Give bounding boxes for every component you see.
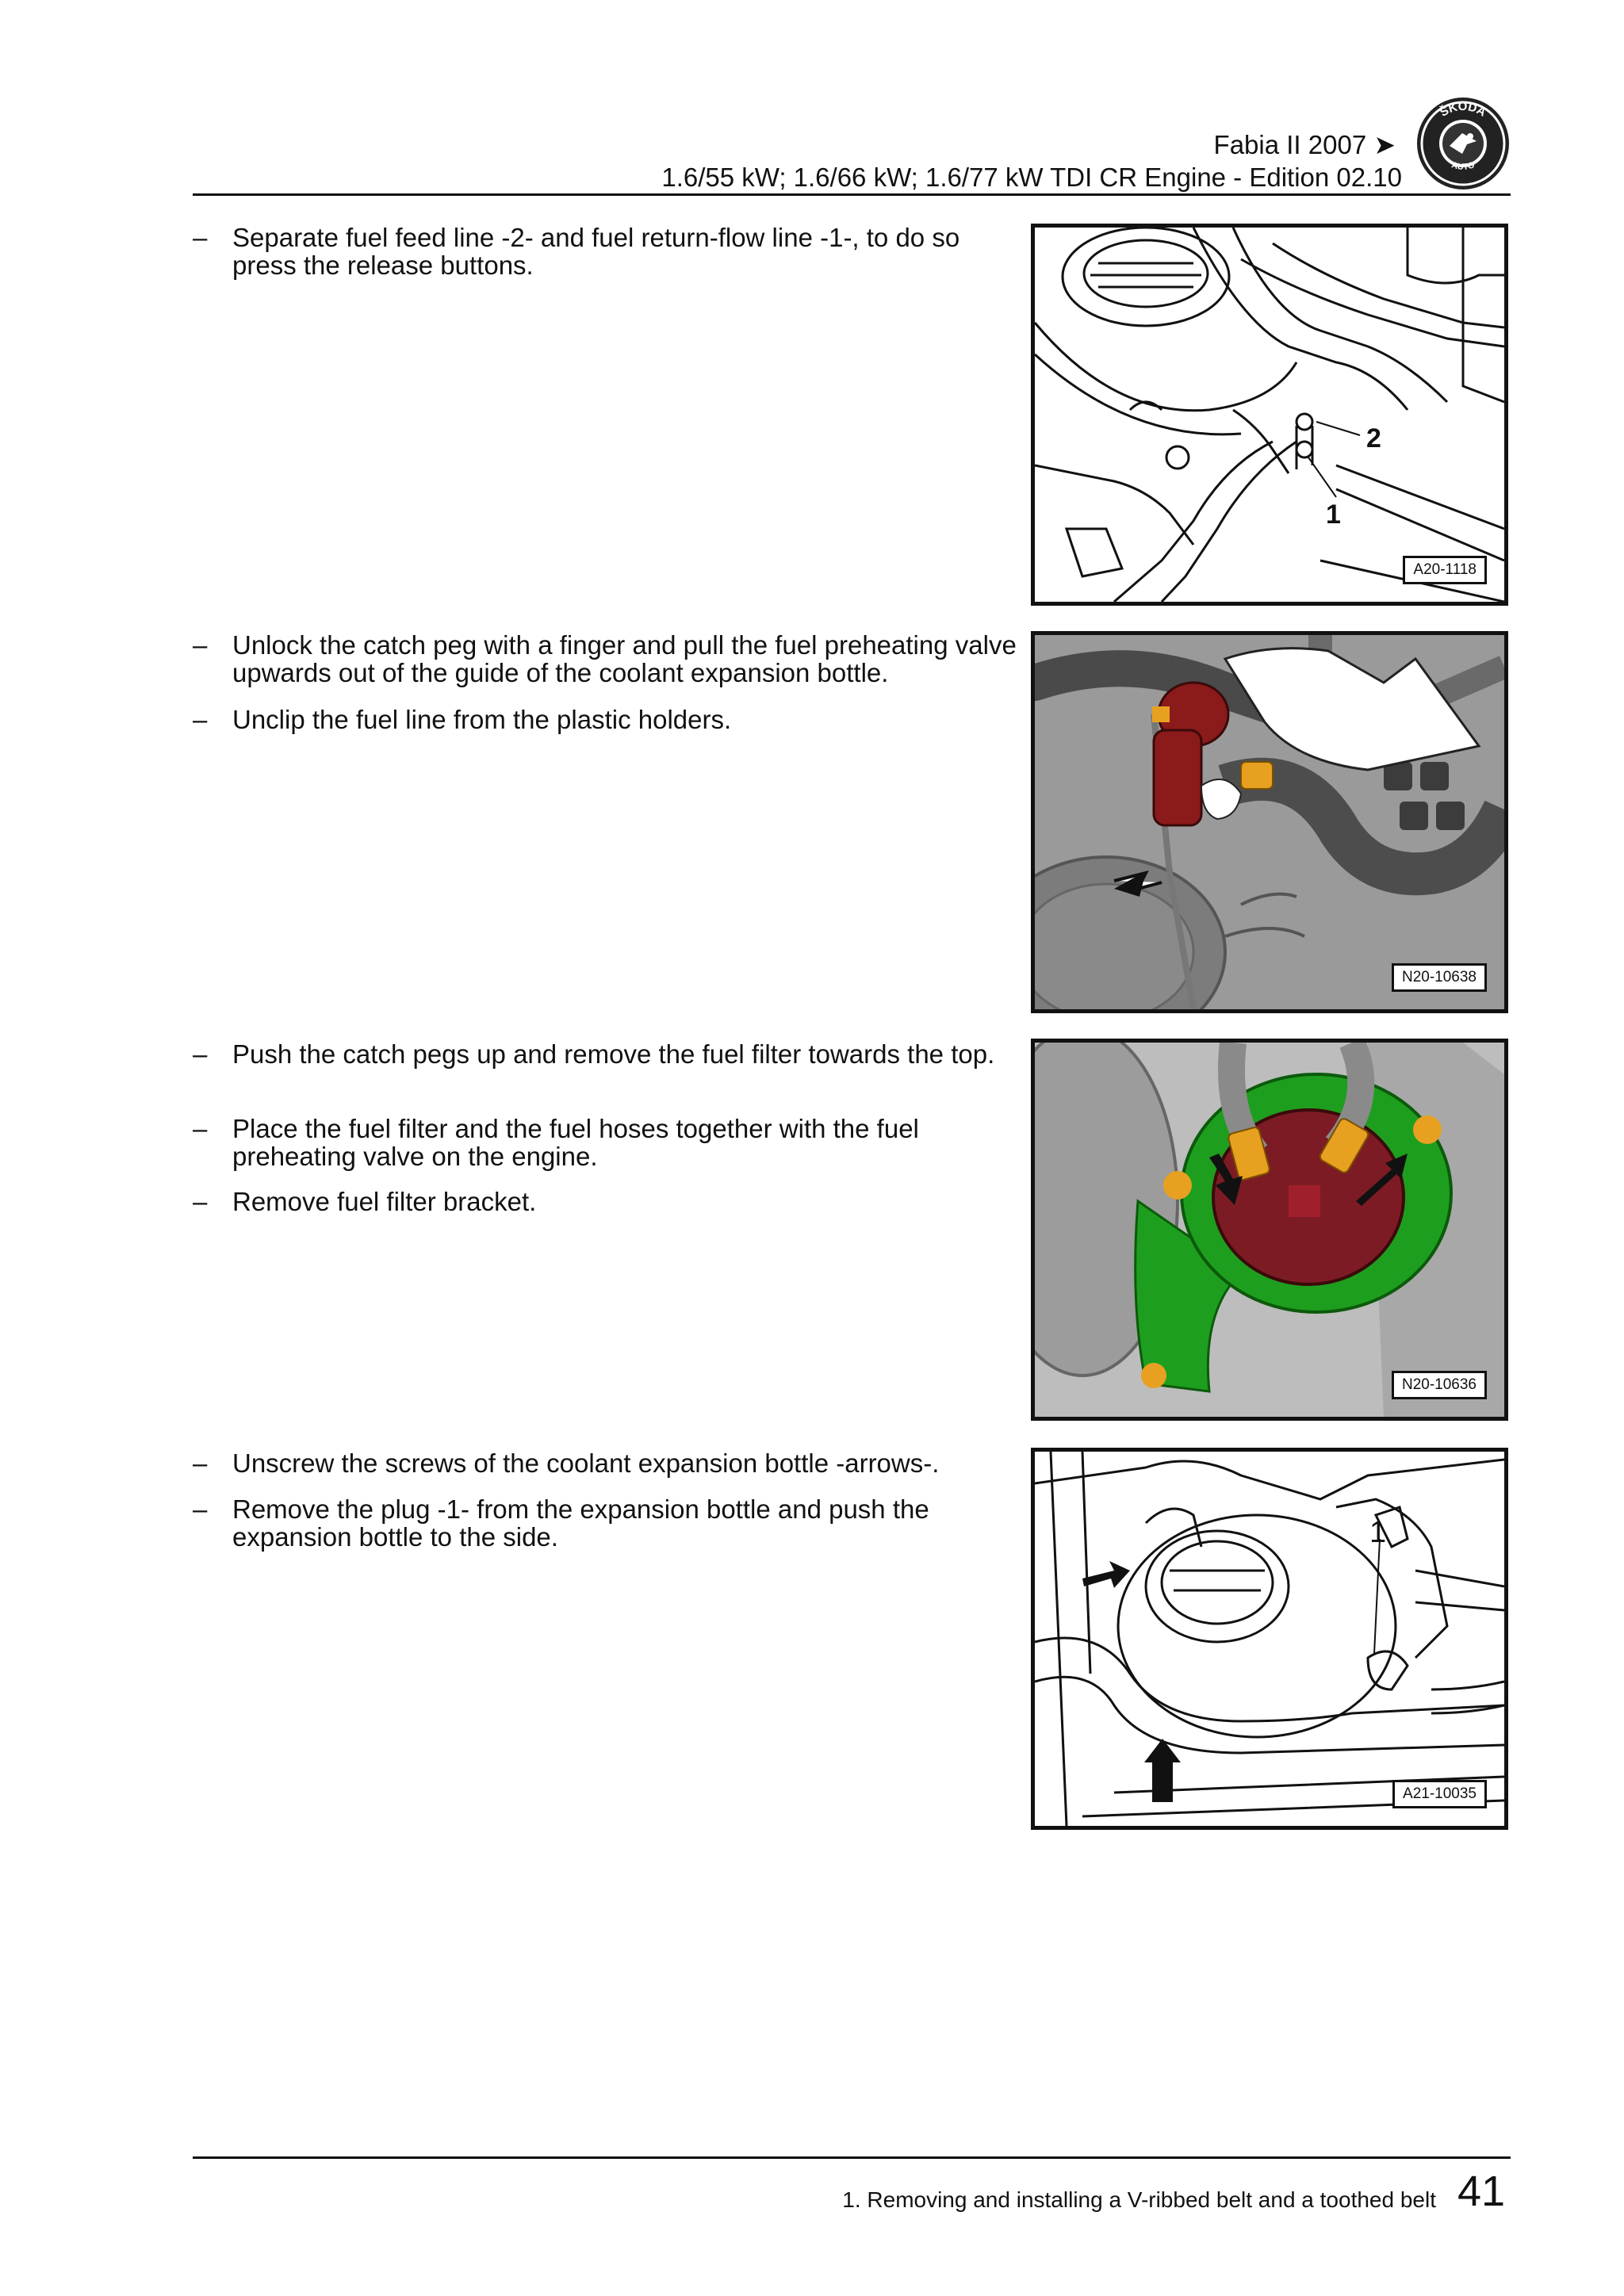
callout-1: 1 <box>1369 1516 1387 1549</box>
figure-preheating-valve <box>1031 631 1508 1013</box>
header-engine: 1.6/55 kW; 1.6/66 kW; 1.6/77 kW TDI CR Engine - Edition 02.10 <box>661 163 1402 192</box>
fuel-lines-illustration <box>1035 228 1504 602</box>
figure-expansion-bottle <box>1031 1448 1508 1830</box>
step-bullet: – <box>193 223 208 252</box>
figure-id: N20-10636 <box>1392 1371 1487 1399</box>
figure-id: A21-10035 <box>1392 1780 1487 1808</box>
callout-1: 1 <box>1326 499 1341 530</box>
step-bullet: – <box>193 1448 208 1478</box>
page-number: 41 <box>1457 2168 1506 2215</box>
step-text: Unlock the catch peg with a finger and pull the fuel preheating valve upwards out of the guide of the coolant expansion bottle. <box>232 630 1017 687</box>
step-text: Place the fuel filter and the fuel hoses together with the fuel preheating valve on the engine. <box>232 1114 919 1171</box>
preheating-valve-illustration <box>1035 635 1504 1009</box>
header-rule <box>193 193 1511 196</box>
logo-text-bottom: AUTO <box>1450 160 1477 173</box>
logo-text-top: ŠKODA <box>1438 99 1488 120</box>
step-text: Remove the plug -1- from the expansion bottle and push the expansion bottle to the side. <box>232 1494 929 1552</box>
footer-rule <box>193 2156 1511 2159</box>
figure-fuel-lines <box>1031 224 1508 606</box>
skoda-logo <box>1415 95 1511 192</box>
step-text: Unscrew the screws of the coolant expansion bottle -arrows-. <box>232 1448 940 1478</box>
figure-id: A20-1118 <box>1403 556 1487 584</box>
figure-id: N20-10638 <box>1392 963 1487 992</box>
fuel-filter-bracket-illustration <box>1035 1043 1504 1417</box>
step-text: Push the catch pegs up and remove the fuel filter towards the top. <box>232 1039 995 1069</box>
step-bullet: – <box>193 1494 208 1524</box>
step-text: Separate fuel feed line -2- and fuel return-flow line -1-, to do so press the release buttons. <box>232 223 960 280</box>
step-text: Remove fuel filter bracket. <box>232 1187 537 1216</box>
step-text: Unclip the fuel line from the plastic holders. <box>232 705 732 734</box>
figure-fuel-filter-bracket <box>1031 1039 1508 1421</box>
header-model: Fabia II 2007 ➤ <box>1213 130 1396 159</box>
step-bullet: – <box>193 705 208 734</box>
step-bullet: – <box>193 630 208 660</box>
step-bullet: – <box>193 1039 208 1069</box>
step-bullet: – <box>193 1114 208 1143</box>
callout-2: 2 <box>1366 423 1381 453</box>
footer-section-title: 1. Removing and installing a V-ribbed belt and a toothed belt <box>842 2187 1436 2212</box>
step-bullet: – <box>193 1187 208 1216</box>
expansion-bottle-illustration <box>1035 1452 1504 1826</box>
